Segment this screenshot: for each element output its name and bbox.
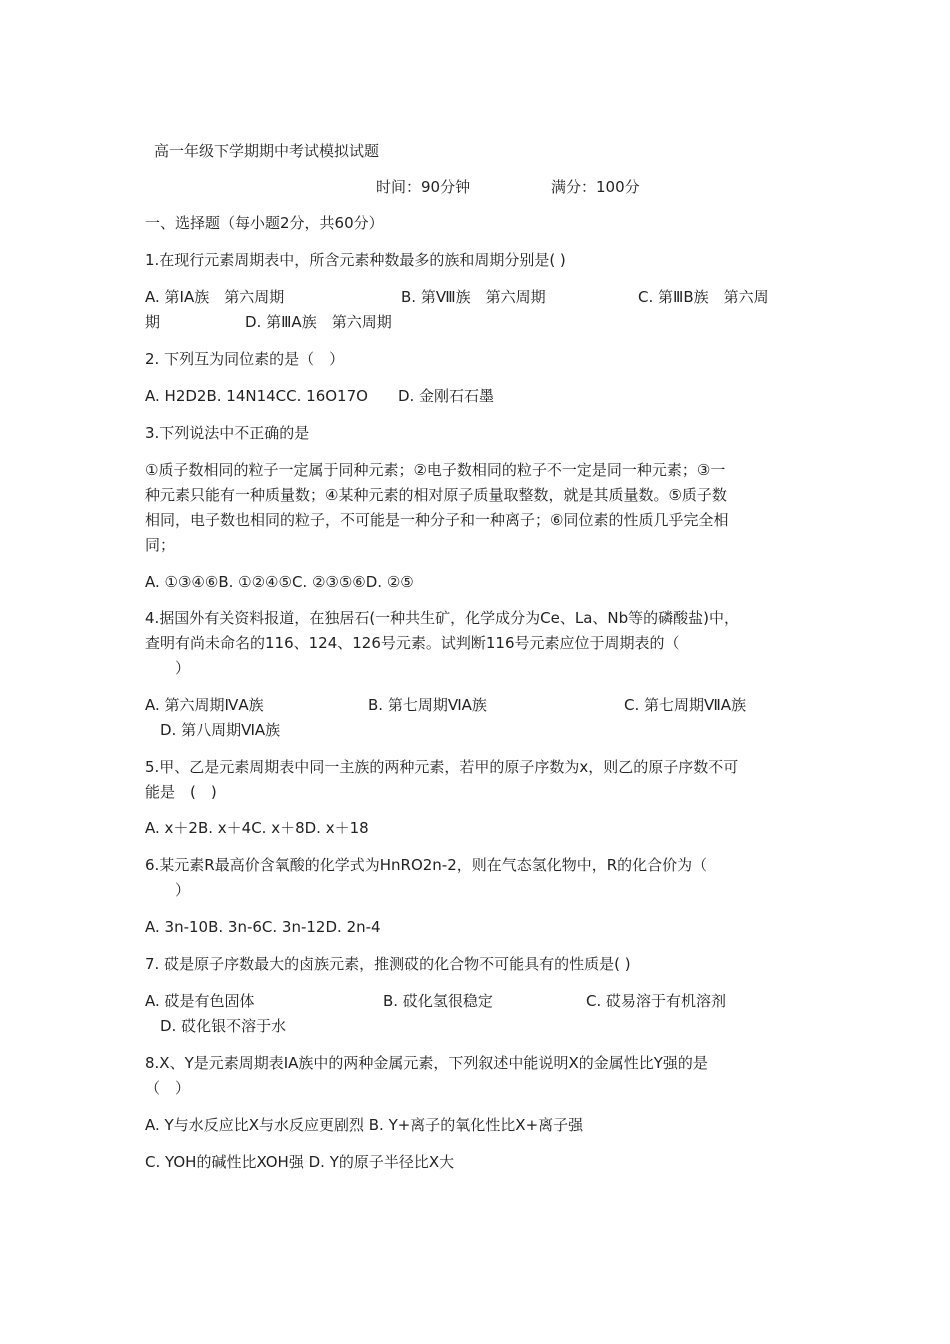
question-6-stem: ） — [175, 881, 191, 899]
question-1-option-c-continued: 期 — [145, 313, 161, 331]
exam-title: 高一年级下学期期中考试模拟试题 — [154, 142, 380, 160]
question-4-stem: 4.据国外有关资料报道，在独居石(一种共生矿，化学成分为Ce、La、Nb等的磷酸盐)中， — [145, 609, 740, 627]
question-4-stem: ） — [175, 659, 191, 677]
question-7-option-b: B. 砹化氢很稳定 — [383, 992, 493, 1010]
question-6-options: A. 3n-10B. 3n-6C. 3n-12D. 2n-4 — [145, 918, 381, 936]
exam-time: 时间：90分钟 — [376, 178, 471, 196]
question-8-options: A. Y与水反应比X与水反应更剧烈 B. Y+离子的氧化性比X+离子强 — [145, 1116, 584, 1134]
question-7-option-a: A. 砹是有色固体 — [145, 992, 255, 1010]
question-4-option-c: C. 第七周期ⅦA族 — [624, 696, 747, 714]
question-1-stem: 1.在现行元素周期表中，所含元素种数最多的族和周期分别是( ) — [145, 251, 566, 269]
question-6-stem: 6.某元素R最高价含氧酸的化学式为HnRO2n-2，则在气态氢化物中，R的化合价为（ — [145, 856, 708, 874]
question-3-body-line: ①质子数相同的粒子一定属于同种元素；②电子数相同的粒子不一定是同一种元素；③一 — [145, 461, 726, 479]
question-5-stem: 5.甲、乙是元素周期表中同一主族的两种元素，若甲的原子序数为x，则乙的原子序数不可 — [145, 758, 739, 776]
question-3-stem: 3.下列说法中不正确的是 — [145, 424, 310, 442]
question-4-option-d: D. 第八周期ⅥA族 — [160, 721, 281, 739]
section-heading: 一、选择题（每小题2分，共60分） — [145, 214, 384, 232]
question-2-options: A. H2D2B. 14N14CC. 16O17O D. 金刚石石墨 — [145, 387, 495, 405]
exam-score: 满分：100分 — [551, 178, 640, 196]
question-8-options: C. YOH的碱性比XOH强 D. Y的原子半径比X大 — [145, 1153, 455, 1171]
question-4-stem: 查明有尚未命名的116、124、126号元素。试判断116号元素应位于周期表的（ — [145, 634, 680, 652]
question-7-stem: 7. 砹是原子序数最大的卤族元素，推测砹的化合物不可能具有的性质是( ) — [145, 955, 631, 973]
question-5-stem: 能是 ( ) — [145, 783, 217, 801]
question-3-options: A. ①③④⑥B. ①②④⑤C. ②③⑤⑥D. ②⑤ — [145, 573, 414, 591]
question-4-option-a: A. 第六周期ⅣA族 — [145, 696, 264, 714]
question-1-option-b: B. 第Ⅷ族 第六周期 — [401, 288, 546, 306]
question-1-option-a: A. 第ⅠA族 第六周期 — [145, 288, 285, 306]
question-8-stem: 8.X、Y是元素周期表ⅠA族中的两种金属元素，下列叙述中能说明X的金属性比Y强的是 — [145, 1054, 708, 1072]
question-7-option-d: D. 砹化银不溶于水 — [160, 1017, 287, 1035]
question-2-stem: 2. 下列互为同位素的是（ ） — [145, 350, 345, 368]
question-4-option-b: B. 第七周期ⅥA族 — [368, 696, 487, 714]
question-3-body-line: 相同，电子数也相同的粒子，不可能是一种分子和一种离子；⑥同位素的性质几乎完全相 — [145, 511, 729, 529]
question-1-option-d: D. 第ⅢA族 第六周期 — [245, 313, 392, 331]
question-8-stem: （ ） — [145, 1079, 191, 1097]
question-3-body-line: 同； — [145, 536, 176, 554]
question-7-option-c: C. 砹易溶于有机溶剂 — [586, 992, 727, 1010]
question-1-option-c: C. 第ⅢB族 第六周 — [638, 288, 769, 306]
question-5-options: A. x＋2B. x＋4C. x＋8D. x＋18 — [145, 819, 369, 837]
question-3-body-line: 种元素只能有一种质量数；④某种元素的相对原子质量取整数，就是其质量数。⑤质子数 — [145, 486, 727, 504]
